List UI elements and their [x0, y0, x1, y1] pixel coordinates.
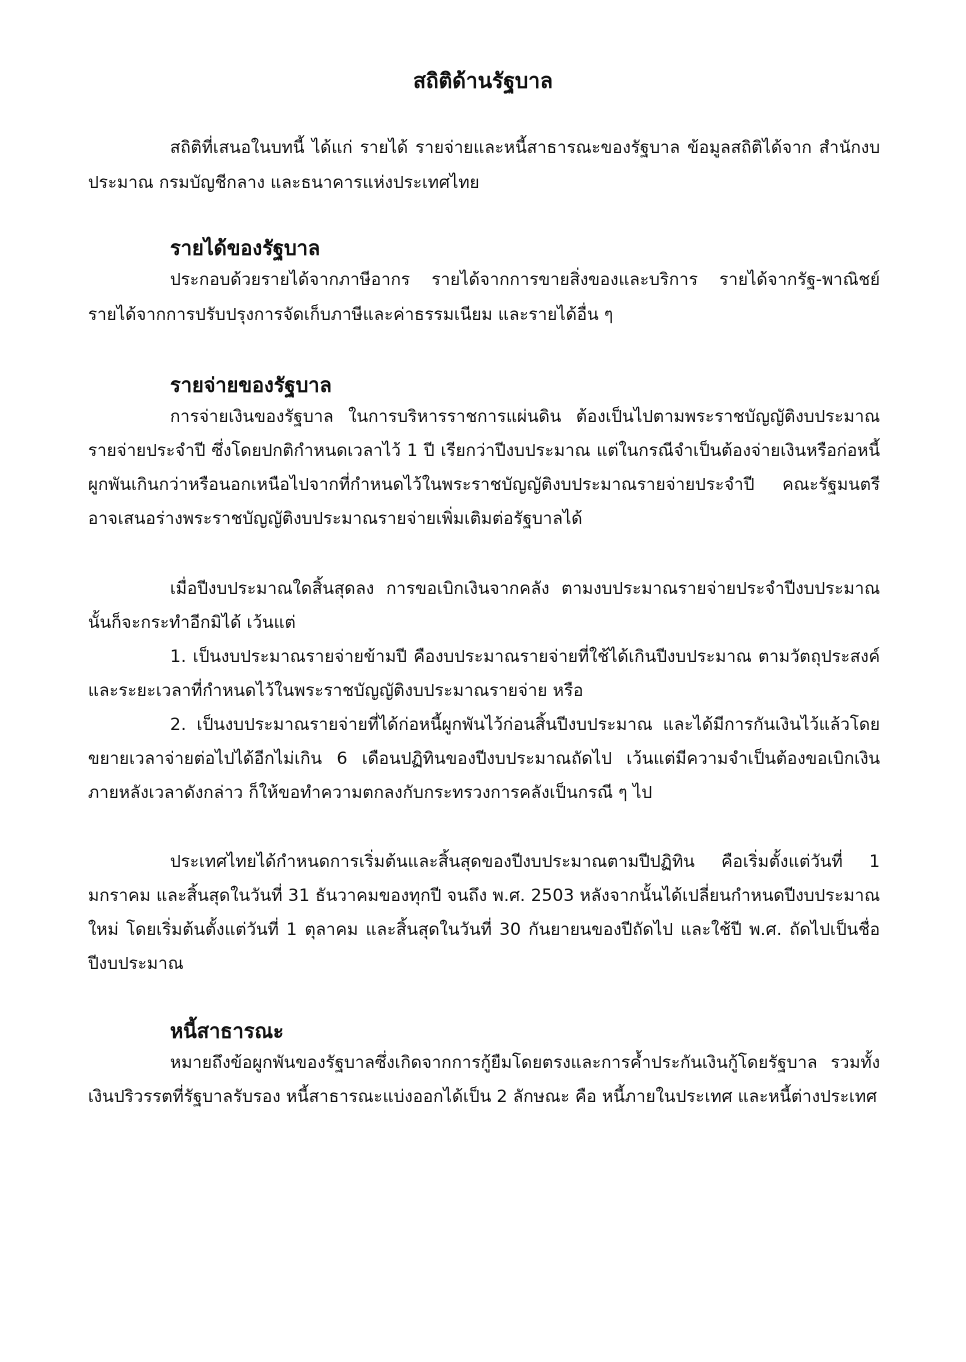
debt-section — [88, 1016, 880, 1114]
intro-paragraph: สถิติที่เสนอในบทนี้ ได้แก่ รายได้ รายจ่ายและหนี้สาธารณะของรัฐบาล ข้อมูลสถิติได้จาก สำนักงบประมาณ กรมบัญชีกลาง และธนาคารแห่งประเทศไทย — [88, 138, 880, 193]
revenue-heading: รายได้ของรัฐบาล — [170, 236, 321, 260]
fiscal-end-section — [88, 572, 880, 810]
fiscal-end-paragraph: เมื่อปีงบประมาณใดสิ้นสุดลง การขอเบิกเงินจากคลัง ตามงบประมาณรายจ่ายประจำปีงบประมาณนั้นก็จะกระทำอีกมิได้ เว้นแต่ — [88, 579, 880, 633]
fiscal-year-section — [88, 845, 880, 981]
revenue-section — [88, 233, 880, 332]
exception-item-1: 1. เป็นงบประมาณรายจ่ายข้ามปี คืองบประมาณรายจ่ายที่ใช้ได้เกินปีงบประมาณ ตามวัตถุประสงค์ และระยะเวลาที่กำหนดไว้ในพระราชบัญญัติงบประมาณรายจ่าย หรือ — [88, 647, 880, 701]
expenditure-section — [88, 370, 880, 536]
expenditure-heading: รายจ่ายของรัฐบาล — [170, 373, 332, 397]
exception-item-2: 2. เป็นงบประมาณรายจ่ายที่ได้ก่อหนี้ผูกพันไว้ก่อนสิ้นปีงบประมาณ และได้มีการกันเงินไว้แล้วโดยขยายเวลาจ่ายต่อไปได้อีกไม่เกิน 6 เดือนปฏิทินของปีงบประมาณถัดไป เว้นแต่มีความจำเป็นต้องขอเบิกเงินภายหลังเวลาดังกล่าว ก็ให้ขอทำความตกลงกับกระทรวงการคลังเป็นกรณี ๆ ไป — [88, 715, 880, 803]
intro-section — [88, 131, 880, 200]
debt-heading: หนี้สาธารณะ — [170, 1019, 284, 1043]
expenditure-paragraph: การจ่ายเงินของรัฐบาล ในการบริหารราชการแผ่นดิน ต้องเป็นไปตามพระราชบัญญัติงบประมาณรายจ่ายประจำปี ซึ่งโดยปกติกำหนดเวลาไว้ 1 ปี เรียกว่าปีงบประมาณ แต่ในกรณีจำเป็นต้องจ่ายเงินหรือก่อหนี้ผูกพันเกินกว่าหรือนอกเหนือไปจากที่กำหนดไว้ในพระราชบัญญัติงบประมาณรายจ่ายประจำปี คณะรัฐมนตรีอาจเสนอร่างพระราชบัญญัติงบประมาณรายจ่ายเพิ่มเติมต่อรัฐบาลได้ — [88, 407, 880, 529]
revenue-paragraph: ประกอบด้วยรายได้จากภาษีอากร รายได้จากการขายสิ่งของและบริการ รายได้จากรัฐ-พาณิชย์ รายได้จากการปรับปรุงการจัดเก็บภาษีและค่าธรรมเนียม และรายได้อื่น ๆ — [88, 270, 880, 325]
debt-paragraph: หมายถึงข้อผูกพันของรัฐบาลซึ่งเกิดจากการกู้ยืมโดยตรงและการค้ำประกันเงินกู้โดยรัฐบาล รวมทั้งเงินปริวรรตที่รัฐบาลรับรอง หนี้สาธารณะแบ่งออกได้เป็น 2 ลักษณะ คือ หนี้ภายในประเทศ และหนี้ต่างประเทศ — [88, 1053, 880, 1107]
fiscal-year-paragraph: ประเทศไทยได้กำหนดการเริ่มต้นและสิ้นสุดของปีงบประมาณตามปีปฏิทิน คือเริ่มตั้งแต่วันที่ 1 มกราคม และสิ้นสุดในวันที่ 31 ธันวาคมของทุกปี จนถึง พ.ศ. 2503 หลังจากนั้นได้เปลี่ยนกำหนดปีงบประมาณใหม่ โดยเริ่มต้นตั้งแต่วันที่ 1 ตุลาคม และสิ้นสุดในวันที่ 30 กันยายนของปีถัดไป และใช้ปี พ.ศ. ถัดไปเป็นชื่อปีงบประมาณ — [88, 852, 880, 974]
page-title: สถิติด้านรัฐบาล — [413, 69, 553, 93]
